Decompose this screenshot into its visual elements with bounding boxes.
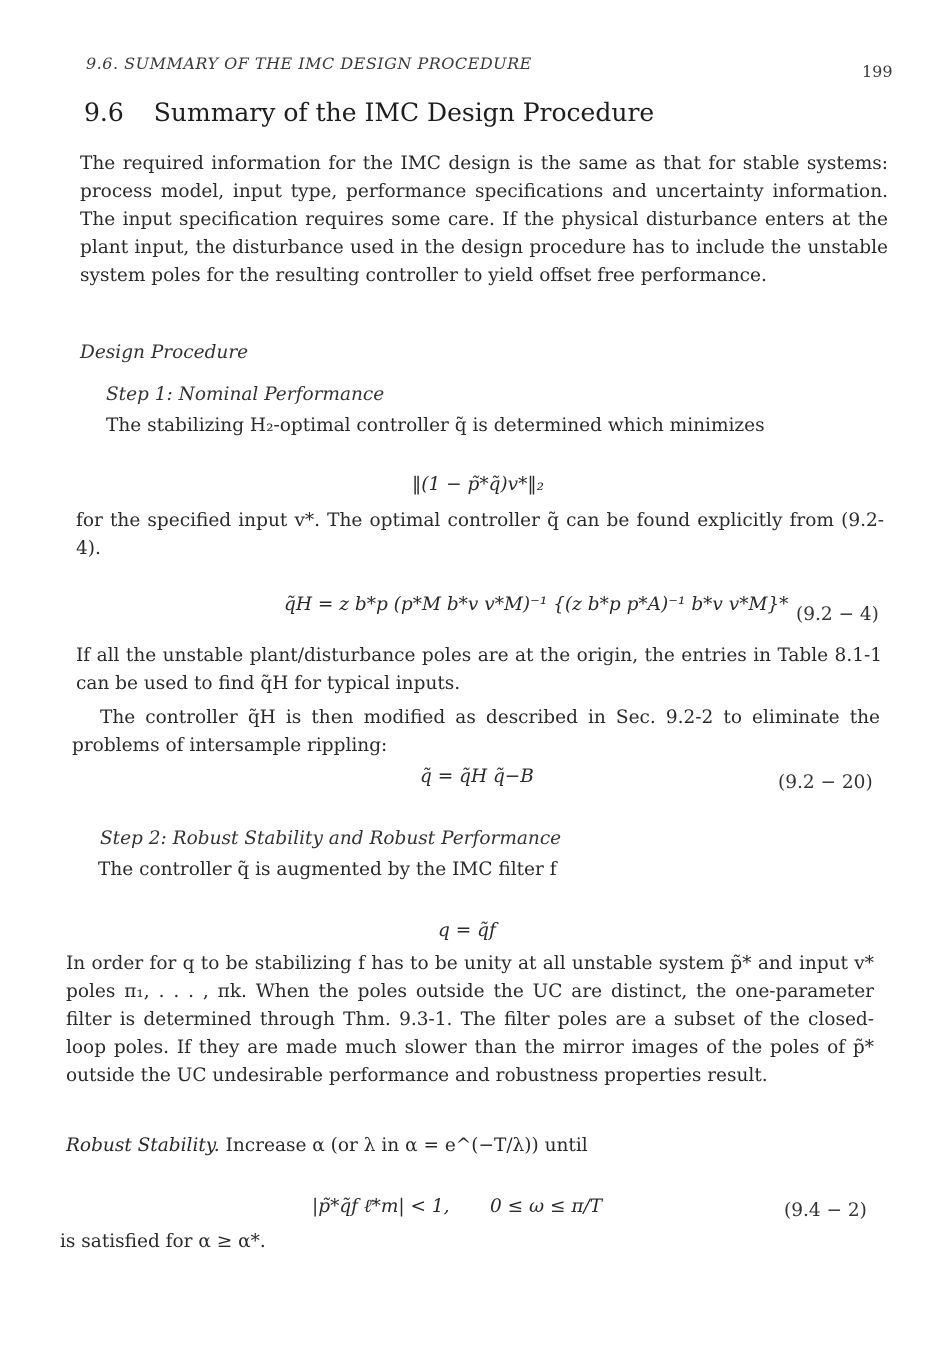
section-number: 9.6	[84, 98, 124, 127]
after-norm-paragraph: for the specified input v*. The optimal controller q̃ can be found explicitly from (9.2-4).	[76, 510, 884, 559]
equation-robust: |p̃*q̃f ℓ̄*m| < 1,	[312, 1196, 450, 1217]
running-head: 9.6. SUMMARY OF THE IMC DESIGN PROCEDURE	[86, 54, 532, 73]
step1-text: The stabilizing H₂-optimal controller q̃ is determined which minimizes	[106, 415, 765, 436]
robust-stability-paragraph	[66, 1132, 874, 1160]
equation-qh: q̃H = z b*p (p*M b*v v*M)⁻¹ {(z b*p p*A)⁻¹ b*v v*M}*	[284, 594, 789, 615]
robust-stability-lead: Robust Stability.	[66, 1135, 220, 1156]
filter-paragraph: In order for q to be stabilizing f has to be unity at all unstable system p̃* and input v* poles π₁, . . . , πk. When the poles outside the UC are distinct, the one-parameter filter is determined through Thm. 9.3-1. The filter poles are a subset of the closed-loop poles. If they are made much slower than the mirror images of the poles of p̃* outside the UC undesirable performance and robustness properties result.	[66, 953, 874, 1086]
step2-heading: Step 2: Robust Stability and Robust Performance	[100, 828, 562, 849]
design-procedure-heading: Design Procedure	[80, 342, 249, 363]
section-title-text: Summary of the IMC Design Procedure	[153, 98, 655, 127]
final-sentence: is satisfied for α ≥ α*.	[60, 1231, 266, 1252]
equation-q: q̃ = q̃H q̃−B	[420, 766, 534, 787]
equation-robust-range: 0 ≤ ω ≤ π/T	[490, 1196, 603, 1217]
equation-q-tag: (9.2 − 20)	[778, 772, 873, 793]
step1-heading: Step 1: Nominal Performance	[106, 384, 385, 405]
table-note-paragraph: If all the unstable plant/disturbance poles are at the origin, the entries in Table 8.1-1 can be used to find q̃H for typical inputs.	[76, 645, 882, 694]
intro-paragraph: The required information for the IMC design is the same as that for stable systems: process model, input type, performance specifications and uncertainty information. The input specification requires some care. If the physical disturbance enters at the plant input, the disturbance used in the design procedure has to include the unstable system poles for the resulting controller to yield offset free performance.	[80, 153, 888, 286]
equation-norm: ‖(1 − p̃*q̃)v*‖₂	[412, 474, 545, 495]
page-number: 199	[862, 62, 893, 81]
equation-filter: q = q̃f	[438, 920, 496, 941]
step2-text: The controller q̃ is augmented by the IMC filter f	[98, 859, 557, 880]
robust-stability-text: Increase α (or λ in α = e^(−T/λ)) until	[219, 1135, 588, 1156]
equation-qh-tag: (9.2 − 4)	[796, 604, 879, 625]
equation-robust-tag: (9.4 − 2)	[784, 1200, 867, 1221]
rippling-paragraph: The controller q̃H is then modified as described in Sec. 9.2-2 to eliminate the problems of intersample rippling:	[72, 707, 880, 756]
section-title	[84, 98, 654, 127]
